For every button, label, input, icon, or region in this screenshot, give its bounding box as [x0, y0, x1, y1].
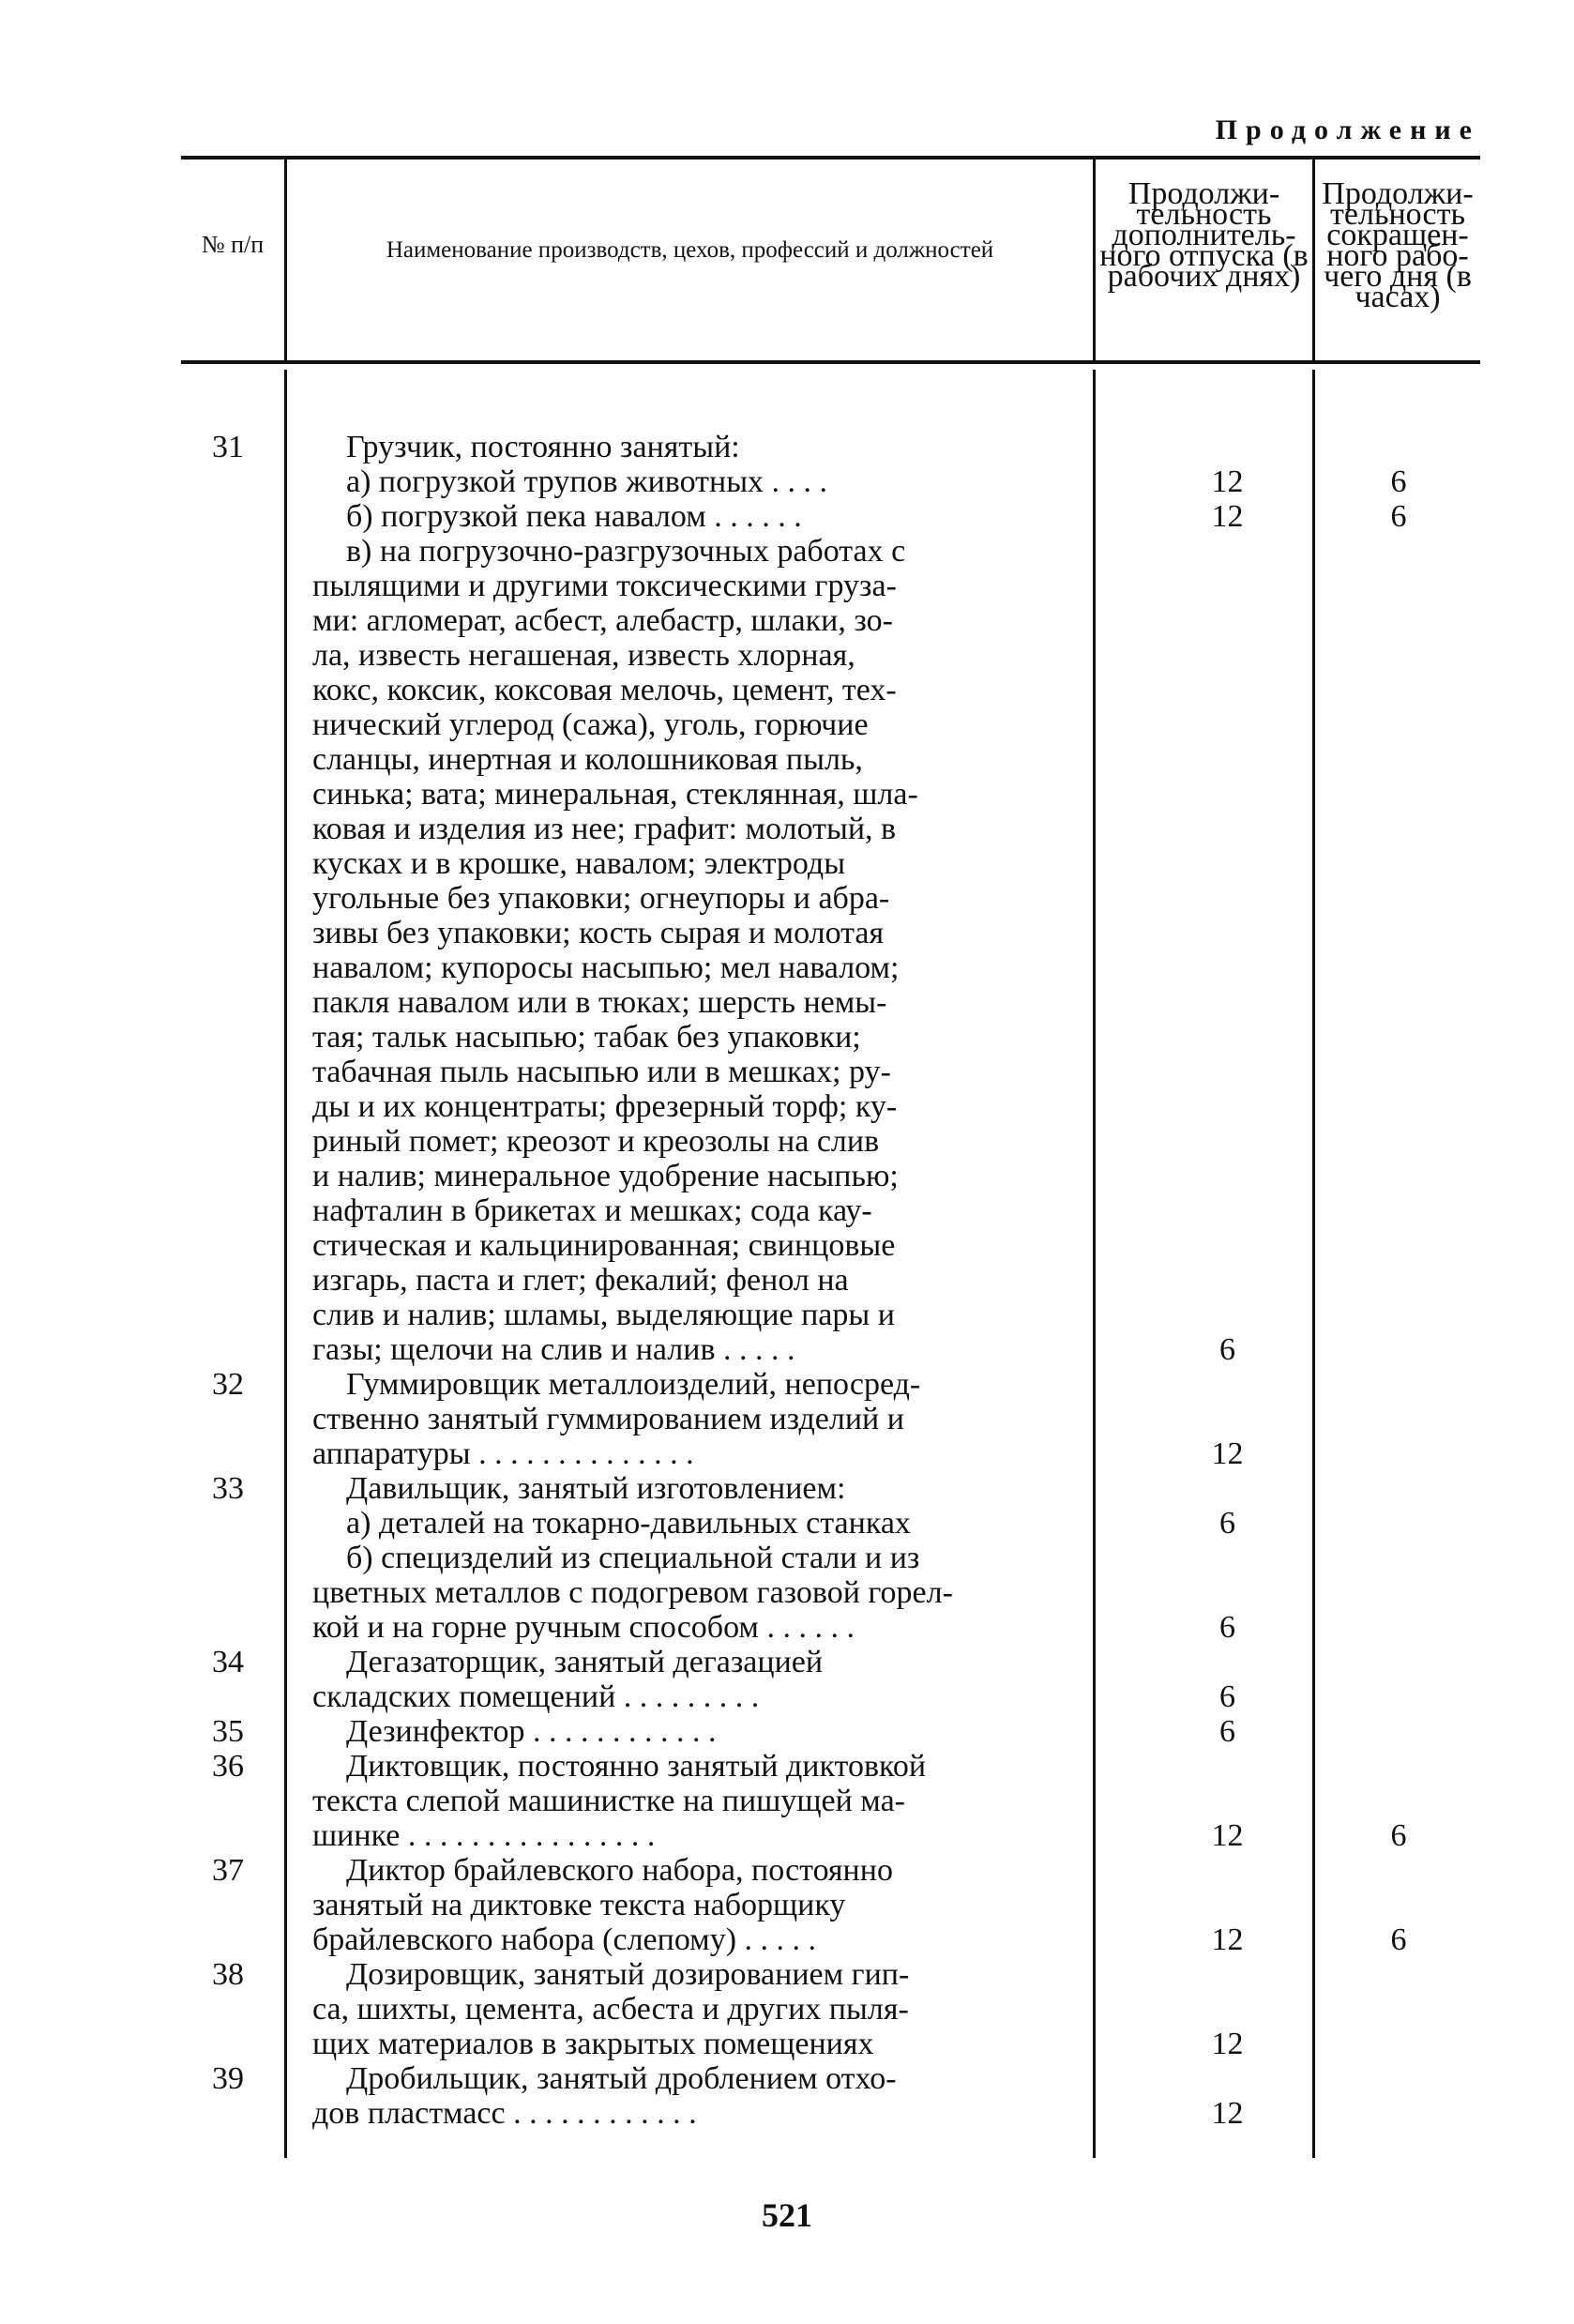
row-text: зивы без упаковки; кость сырая и молотая [312, 916, 885, 950]
row-text: щих материалов в закрытых помещениях [312, 2027, 874, 2061]
table-line [181, 1506, 1480, 1541]
table-line [181, 1645, 1480, 1679]
continuation-label: Продолжение [1215, 114, 1480, 145]
row-text: и налив; минеральное удобрение насыпью; [312, 1159, 899, 1193]
table-line [181, 1888, 1480, 1922]
row-text: кусках и в крошке, навалом; электроды [312, 846, 846, 881]
table-line [181, 430, 1480, 464]
table-row [181, 1957, 1480, 2061]
table-line [181, 1818, 1480, 1853]
table-line [181, 1020, 1480, 1055]
vacation-days: 12 [1211, 499, 1244, 534]
header-vacation: Продолжи-тельность дополнитель-ного отпуска (в рабочих днях) [1099, 176, 1309, 294]
row-text: угольные без упаковки; огнеупоры и абра- [312, 881, 890, 916]
vacation-days: 12 [1211, 1436, 1244, 1471]
table-line [181, 499, 1480, 534]
row-text: ковая и изделия из нее; графит: молотый, в [312, 812, 897, 846]
row-text: брайлевского набора (слепому) . . . . . [312, 1922, 817, 1957]
row-number: 31 [212, 430, 244, 464]
table-line [181, 1541, 1480, 1575]
vacation-days: 6 [1219, 1610, 1235, 1645]
row-text: сланцы, инертная и колошниковая пыль, [312, 742, 863, 777]
row-text: табачная пыль насыпью или в мешках; ру- [312, 1055, 891, 1089]
header-bottom-rule [181, 360, 1480, 364]
table-line [181, 1055, 1480, 1089]
table-line [181, 2027, 1480, 2061]
row-text: дов пластмасс . . . . . . . . . . . . [312, 2096, 697, 2131]
table-row [181, 1853, 1480, 1957]
table-row [181, 1471, 1480, 1645]
row-text: са, шихты, цемента, асбеста и других пыля- [312, 1992, 909, 2027]
table-line [181, 1679, 1480, 1714]
row-text: Диктор брайлевского набора, постоянно [346, 1853, 893, 1888]
table-line [181, 569, 1480, 603]
table-line [181, 1263, 1480, 1298]
row-text: б) специзделий из специальной стали и из [346, 1541, 920, 1575]
row-text: нафталин в брикетах и мешках; сода кау- [312, 1193, 872, 1228]
table-line [181, 1367, 1480, 1402]
table-line [181, 1298, 1480, 1332]
table-line [181, 1089, 1480, 1124]
workday-hours: 6 [1390, 464, 1407, 499]
row-text: синька; вата; минеральная, стеклянная, шла- [312, 777, 918, 812]
row-text: тая; тальк насыпью; табак без упаковки; [312, 1020, 861, 1055]
table-row [181, 1645, 1480, 1714]
vacation-days: 6 [1219, 1506, 1235, 1541]
table-line [181, 603, 1480, 638]
row-text: а) деталей на токарно-давильных станках [346, 1506, 911, 1541]
vacation-days: 6 [1219, 1679, 1235, 1714]
table-line [181, 1992, 1480, 2027]
row-number: 32 [212, 1367, 244, 1402]
row-text: нический углерод (сажа), уголь, горючие [312, 707, 869, 742]
row-text: в) на погрузочно-разгрузочных работах с [346, 534, 906, 569]
table-line [181, 1124, 1480, 1159]
row-text: ственно занятый гуммированием изделий и [312, 1402, 904, 1436]
header-name: Наименование производств, цехов, профессий и должностей [386, 237, 994, 263]
row-text: а) погрузкой трупов животных . . . . [346, 464, 828, 499]
row-text: стическая и кальцинированная; свинцовые [312, 1228, 896, 1263]
row-text: кокс, коксик, коксовая мелочь, цемент, тех- [312, 673, 897, 707]
table-body [181, 430, 1480, 2131]
table-row [181, 1367, 1480, 1471]
table-row [181, 2061, 1480, 2131]
table-line [181, 846, 1480, 881]
workday-hours: 6 [1390, 1922, 1407, 1957]
table-line [181, 2096, 1480, 2131]
row-number: 36 [212, 1749, 244, 1784]
row-text: ла, известь негашеная, известь хлорная, [312, 638, 855, 673]
vacation-days: 12 [1211, 1818, 1244, 1853]
table-line [181, 534, 1480, 569]
table-line [181, 881, 1480, 916]
row-text: Дозировщик, занятый дозированием гип- [346, 1957, 910, 1992]
row-number: 38 [212, 1957, 244, 1992]
row-text: пылящими и другими токсическими груза- [312, 569, 897, 603]
table-row [181, 1714, 1480, 1749]
vacation-days: 12 [1211, 1922, 1244, 1957]
table-line [181, 1471, 1480, 1506]
vacation-days: 12 [1211, 2096, 1244, 2131]
vacation-days: 12 [1211, 2027, 1244, 2061]
table-line [181, 464, 1480, 499]
row-text: Давильщик, занятый изготовлением: [346, 1471, 846, 1506]
table-row [181, 1749, 1480, 1853]
row-text: цветных металлов с подогревом газовой горел- [312, 1575, 953, 1610]
table-line [181, 1436, 1480, 1471]
table-line [181, 1402, 1480, 1436]
row-text: риный помет; креозот и креозолы на слив [312, 1124, 880, 1159]
row-text: шинке . . . . . . . . . . . . . . . . [312, 1818, 656, 1853]
row-text: Дезинфектор . . . . . . . . . . . . [346, 1714, 717, 1749]
vacation-days: 6 [1219, 1714, 1235, 1749]
row-text: газы; щелочи на слив и налив . . . . . [312, 1332, 795, 1367]
row-text: текста слепой машинистке на пишущей ма- [312, 1784, 905, 1818]
row-text: ды и их концентраты; фрезерный торф; ку- [312, 1089, 898, 1124]
row-text: занятый на диктовке текста наборщику [312, 1888, 846, 1922]
table-line [181, 707, 1480, 742]
table-line [181, 1610, 1480, 1645]
table-line [181, 1714, 1480, 1749]
table-line [181, 1575, 1480, 1610]
page-number: 521 [762, 2196, 812, 2234]
table-line [181, 1193, 1480, 1228]
vacation-days: 12 [1211, 464, 1244, 499]
row-text: слив и налив; шламы, выделяющие пары и [312, 1298, 895, 1332]
table-line [181, 673, 1480, 707]
header-workday: Продолжи-тельность сокращен-ного рабо-чего дня (в часах) [1322, 176, 1474, 314]
row-number: 34 [212, 1645, 244, 1679]
table-line [181, 1332, 1480, 1367]
row-text: Грузчик, постоянно занятый: [346, 430, 740, 464]
table-line [181, 777, 1480, 812]
table-line [181, 638, 1480, 673]
table-line [181, 1749, 1480, 1784]
row-number: 33 [212, 1471, 244, 1506]
workday-hours: 6 [1390, 1818, 1407, 1853]
row-text: кой и на горне ручным способом . . . . . . [312, 1610, 855, 1645]
row-text: навалом; купоросы насыпью; мел навалом; [312, 950, 900, 985]
row-text: пакля навалом или в тюках; шерсть немы- [312, 985, 887, 1020]
table-line [181, 1784, 1480, 1818]
row-number: 39 [212, 2061, 244, 2096]
row-text: складских помещений . . . . . . . . . [312, 1679, 760, 1714]
table-line [181, 1957, 1480, 1992]
workday-hours: 6 [1390, 499, 1407, 534]
table-line [181, 1228, 1480, 1263]
row-text: Диктовщик, постоянно занятый диктовкой [346, 1749, 927, 1784]
row-text: изгарь, паста и глет; фекалий; фенол на [312, 1263, 849, 1298]
table-row [181, 430, 1480, 1367]
table-line [181, 812, 1480, 846]
header-top-rule [181, 156, 1480, 159]
table-line [181, 950, 1480, 985]
table-line [181, 916, 1480, 950]
row-text: Гуммировщик металлоизделий, непосред- [346, 1367, 921, 1402]
table-line [181, 2061, 1480, 2096]
row-text: Дробильщик, занятый дроблением отхо- [346, 2061, 897, 2096]
table-line [181, 1853, 1480, 1888]
row-text: б) погрузкой пека навалом . . . . . . [346, 499, 802, 534]
table-line [181, 985, 1480, 1020]
table-line [181, 1922, 1480, 1957]
row-number: 37 [212, 1853, 244, 1888]
table-line [181, 1159, 1480, 1193]
row-text: аппаратуры . . . . . . . . . . . . . . [312, 1436, 694, 1471]
row-text: Дегазаторщик, занятый дегазацией [346, 1645, 824, 1679]
vacation-days: 6 [1219, 1332, 1235, 1367]
row-text: ми: агломерат, асбест, алебастр, шлаки, зо- [312, 603, 893, 638]
table-line [181, 742, 1480, 777]
row-number: 35 [212, 1714, 244, 1749]
header-number: № п/п [201, 231, 265, 258]
